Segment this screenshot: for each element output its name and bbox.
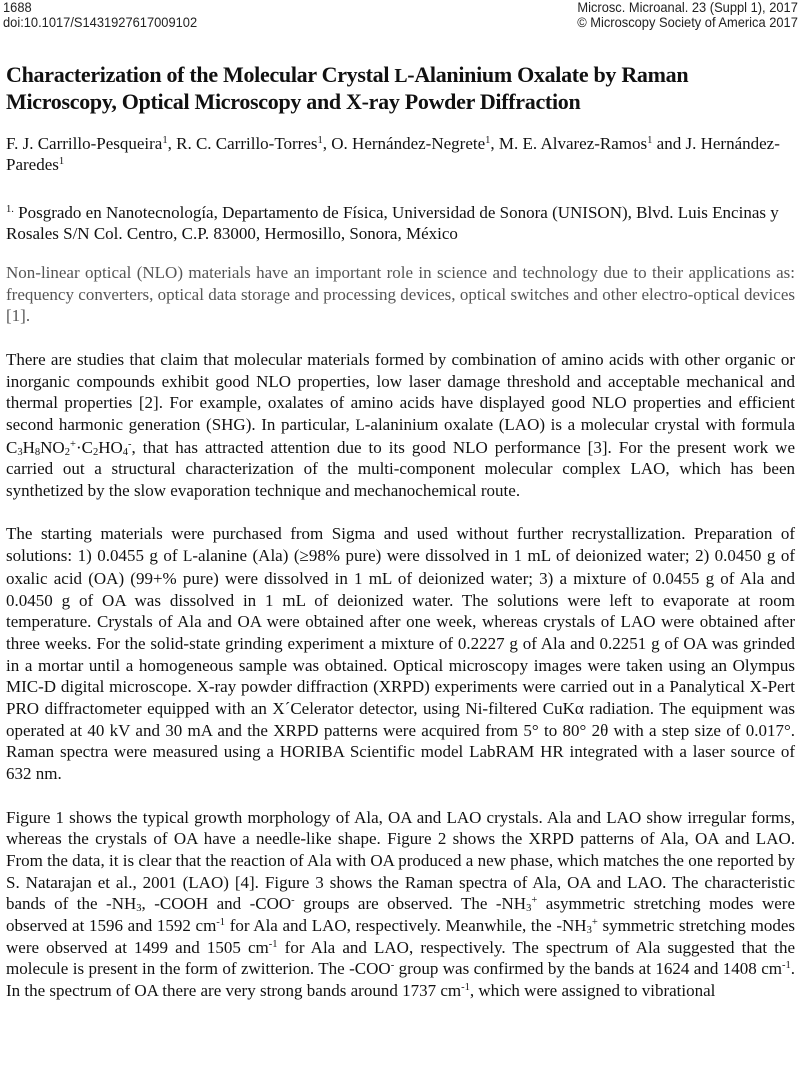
text-sup: + <box>591 917 598 929</box>
text-run: Non-linear optical (NLO) materials have an important role in science and technology due to their applications as: frequency converters, optical data storage and processing devices, optical switches and other electro-optical devices [1]. <box>6 263 795 326</box>
text-sup: -1 <box>268 938 278 950</box>
author-list <box>6 133 796 175</box>
text-run: The starting materials were purchased from Sigma and used without further recrystallization. Preparation of solutions: 1) 0.0455 g of <box>6 524 795 566</box>
copyright: © Microscopy Society of America 2017 <box>577 14 798 30</box>
paragraph-methods <box>6 523 795 784</box>
text-sup: - <box>291 895 295 907</box>
text-run: group was confirmed by the bands at 1624 and 1408 cm <box>394 959 782 979</box>
text-run: , O. Hernández-Negrete <box>322 134 486 153</box>
journal-citation: Microsc. Microanal. 23 (Suppl 1), 2017 <box>577 0 798 15</box>
text-sub: 3 <box>586 925 592 937</box>
text-run: , M. E. Alvarez-Ramos <box>490 134 648 153</box>
paragraph-intro <box>6 262 795 327</box>
text-sup: - <box>390 960 395 972</box>
text-run: -Alaninium Oxalate by Raman Microscopy, Optical Microscopy and X-ray Powder Diffraction <box>6 62 689 114</box>
doi-link[interactable]: doi:10.1017/S1431927617009102 <box>3 14 198 30</box>
text-run: and J. Hernández-Paredes <box>6 134 780 174</box>
text-sub: 4 <box>122 446 129 458</box>
text-run: groups are observed. The -NH <box>294 894 527 914</box>
text-run: Figure 1 shows the typical growth morphology of Ala, OA and LAO crystals. Ala and LAO show irregular forms, whereas the crystals of OA have a needle-like shape. Figure 2 shows the XRPD patterns of Ala, OA and LAO. From the data, it is clear that the reaction of Ala with OA produced a new phase, which matches the one reported by S. Natarajan et al., 2001 (LAO) [4]. Figure 3 shows the Raman spectra of Ala, OA and LAO. The characteristic bands of the -NH <box>6 807 795 914</box>
text-run: asymmetric stretching modes were observed at 1596 and 1592 cm <box>6 894 796 936</box>
abstract-body <box>6 262 795 1024</box>
text-sup: 1 <box>162 135 168 147</box>
text-sc: L <box>182 548 193 566</box>
text-run: Characterization of the Molecular Crystal <box>6 62 395 87</box>
text-run: -alanine (Ala) (≥98% pure) were dissolved in 1 mL of deionized water; 2) 0.0450 g of oxalic acid (OA) (99+% pure) were dissolved in 1 mL of deionized water; 3) a mixture of 0.0455 g of Ala and 0.0450 g of OA was dissolved in 1 mL of deionized water. The solutions were left to evaporate at room temperature. Crystals of Ala and OA were obtained after one week, whereas crystals of LAO were obtained after three weeks. For the solid-state grinding experiment a mixture of 0.2227 g of Ala and 0.2251 g of OA was grinded in a mortar until a homogeneous sample was obtained. Optical microscopy images were taken using an Olympus MIC-D digital microscope. X-ray powder diffraction (XRPD) experiments were carried out in a Panalytical X-Pert PRO diffractometer equipped with an X´Celerator detector, using Ni-filtered CuKα radiation. The equipment was operated at 40 kV and 30 mA and the XRPD patterns were acquired from 5° to 80° 2θ with a step size of 0.017°. Raman spectra were measured using a HORIBA Scientific model LabRAM HR integrated with a laser source of 632 nm. <box>6 546 795 784</box>
page-number: 1688 <box>3 0 32 15</box>
text-sup: 1. <box>6 204 14 216</box>
text-sup: -1 <box>781 960 791 972</box>
text-sup: 1 <box>58 156 65 168</box>
text-sup: + <box>69 438 76 450</box>
text-run: F. J. Carrillo-Pesqueira <box>6 134 163 153</box>
text-run: , that has attracted attention due to its good NLO performance [3]. For the present work we carried out a structural characterization of the multi-component molecular complex LAO, which has been synthetized by the slow evaporation technique and mechanochemical route. <box>6 437 795 501</box>
text-sup: -1 <box>216 917 226 929</box>
text-sub: 2 <box>92 446 99 458</box>
text-run: HO <box>98 437 123 457</box>
text-sub: 2 <box>64 446 70 458</box>
text-sup: 1 <box>647 135 653 147</box>
page-header <box>3 0 798 30</box>
paragraph-results <box>6 807 795 1002</box>
text-run: -alaninium oxalate (LAO) is a molecular crystal with formula C <box>6 414 795 457</box>
text-run: for Ala and LAO, respectively. The spectrum of Ala suggested that the molecule is present in the form of zwitterion. The -COO <box>6 937 795 979</box>
text-sub: 3 <box>526 903 532 915</box>
paragraph-background <box>6 349 795 502</box>
text-run: There are studies that claim that molecular materials formed by combination of amino acids with other organic or inorganic compounds exhibit good NLO properties, low laser damage threshold and acceptable mechanical and thermal properties [2]. For example, oxalates of amino acids have displayed good NLO properties and efficient second harmonic generation (SHG). In particular, <box>6 349 795 434</box>
text-sup: -1 <box>461 982 470 994</box>
text-run: symmetric stretching modes were observed at 1499 and 1505 cm <box>6 916 795 957</box>
text-sc: L <box>394 65 408 87</box>
affiliation <box>6 202 796 244</box>
text-sup: 1 <box>317 135 323 147</box>
text-sup: 1 <box>485 135 491 147</box>
text-run: for Ala and LAO, respectively. Meanwhile, the -NH <box>225 916 587 936</box>
text-run: NO <box>40 437 65 457</box>
text-run: Posgrado en Nanotecnología, Departamento de Física, Universidad de Sonora (UNISON), Blvd. Luis Encinas y Rosales S/N Col. Centro, C.P. 83000, Hermosillo, Sonora, México <box>6 203 779 243</box>
text-run: ·C <box>75 437 93 457</box>
text-sub: 8 <box>34 446 41 458</box>
paper-title <box>6 62 796 114</box>
text-sub: 3 <box>17 446 23 458</box>
text-run: , which were assigned to vibrational <box>469 981 716 1001</box>
text-run: , R. C. Carrillo-Torres <box>167 134 318 153</box>
text-sup: + <box>531 895 538 907</box>
text-run: H <box>22 437 35 457</box>
text-run: , -COOH and -COO <box>141 894 292 914</box>
text-run: . In the spectrum of OA there are very strong bands around 1737 cm <box>6 959 795 1001</box>
text-sup: - <box>128 438 132 450</box>
text-sub: 3 <box>136 903 142 915</box>
text-sc: L <box>355 416 365 434</box>
